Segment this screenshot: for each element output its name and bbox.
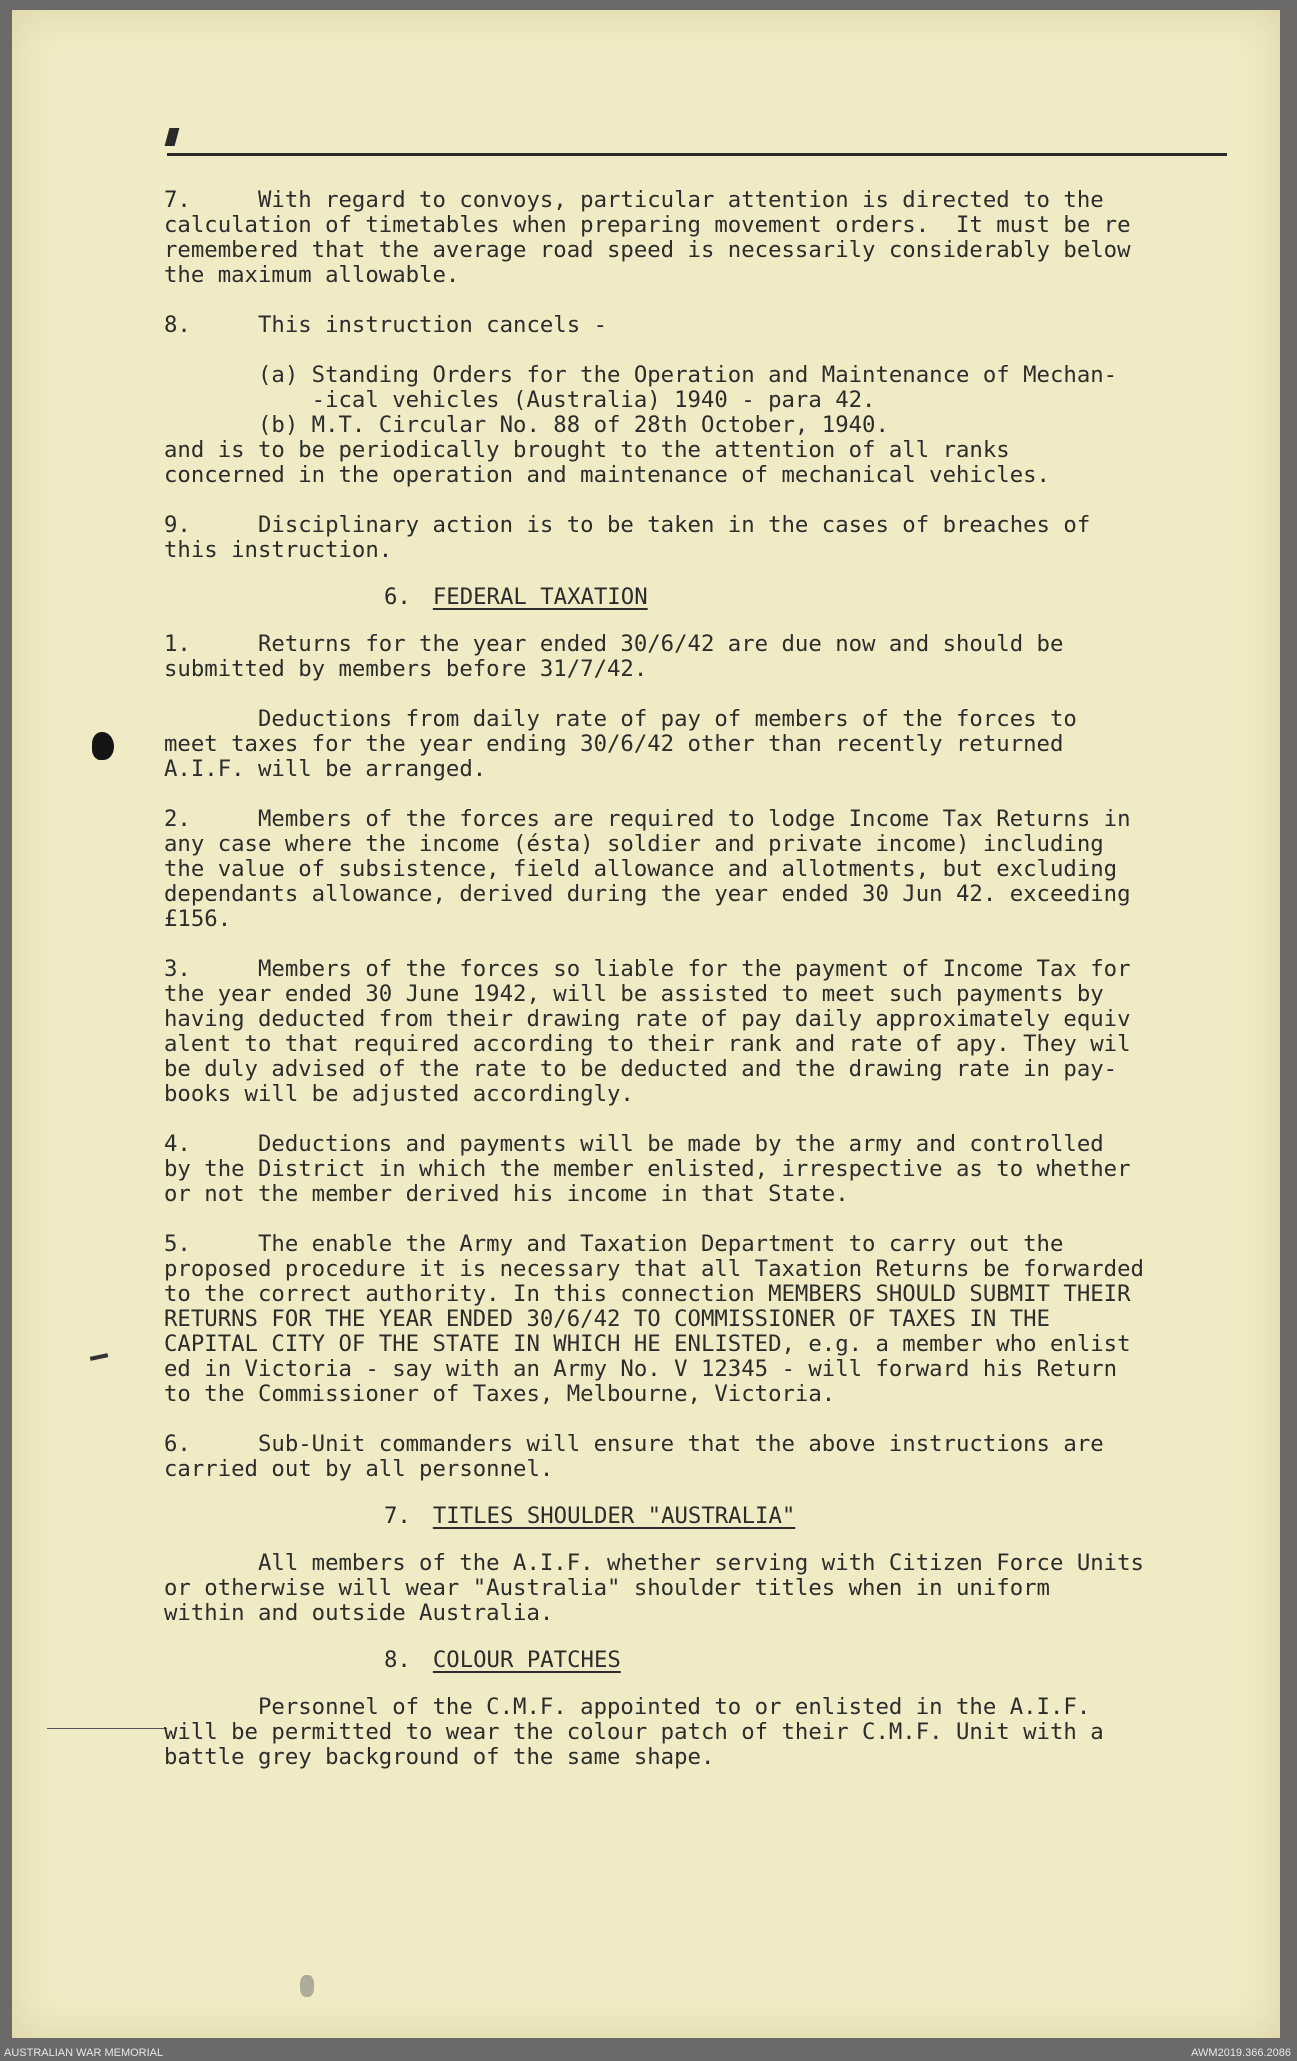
text-line: 9. Disciplinary action is to be taken in the cases of breaches of: [164, 512, 1091, 538]
tax-paragraph-6: [164, 1432, 1244, 1482]
paragraph-7: [164, 188, 1244, 288]
footer-source-label: AUSTRALIAN WAR MEMORIAL: [4, 2047, 164, 2059]
text-line: Deductions from daily rate of pay of members of the forces to: [164, 706, 1077, 732]
text-line: or otherwise will wear "Australia" shoulder titles when in uniform: [164, 1575, 1050, 1601]
tax-paragraph-3: [164, 957, 1244, 1107]
text-line: Personnel of the C.M.F. appointed to or enlisted in the A.I.F.: [164, 1694, 1091, 1720]
text-line: 1. Returns for the year ended 30/6/42 are due now and should be: [164, 631, 1064, 657]
text-line: A.I.F. will be arranged.: [164, 756, 487, 782]
text-line: will be permitted to wear the colour patch of their C.M.F. Unit with a: [164, 1719, 1104, 1745]
text-line: (a) Standing Orders for the Operation and Maintenance of Mechan-: [164, 362, 1118, 388]
tax-paragraph-5: [164, 1232, 1244, 1407]
pencil-line: [47, 1728, 167, 1729]
tax-paragraph-2: [164, 807, 1244, 932]
text-line: 6. Sub-Unit commanders will ensure that the above instructions are: [164, 1431, 1104, 1457]
text-line: proposed procedure it is necessary that all Taxation Returns be forwarded: [164, 1256, 1144, 1282]
text-line: (b) M.T. Circular No. 88 of 28th October, 1940.: [164, 412, 889, 438]
text-line: the year ended 30 June 1942, will be assisted to meet such payments by: [164, 981, 1104, 1007]
text-line: and is to be periodically brought to the attention of all ranks: [164, 437, 1010, 463]
text-line: concerned in the operation and maintenance of mechanical vehicles.: [164, 462, 1050, 488]
document-body: [164, 188, 1244, 1770]
text-line: £156.: [164, 906, 232, 932]
text-line: battle grey background of the same shape.: [164, 1744, 715, 1770]
section-heading-colour-patches: 8. COLOUR PATCHES: [384, 1647, 621, 1673]
tax-paragraph-1b: [164, 707, 1244, 782]
text-line: dependants allowance, derived during the year ended 30 Jun 42. exceeding: [164, 881, 1131, 907]
section-heading-titles-shoulder: 7. TITLES SHOULDER "AUSTRALIA": [384, 1503, 796, 1529]
paragraph-9: [164, 513, 1244, 563]
text-line: the value of subsistence, field allowance and allotments, but excluding: [164, 856, 1118, 882]
text-line: -ical vehicles (Australia) 1940 - para 42.: [164, 387, 876, 413]
text-line: within and outside Australia.: [164, 1600, 554, 1626]
paragraph-8: [164, 313, 1244, 488]
text-line: to the Commissioner of Taxes, Melbourne, Victoria.: [164, 1381, 836, 1407]
text-line: books will be adjusted accordingly.: [164, 1081, 634, 1107]
text-line: RETURNS FOR THE YEAR ENDED 30/6/42 TO COMMISSIONER OF TAXES IN THE: [164, 1306, 1050, 1332]
tax-paragraph-4: [164, 1132, 1244, 1207]
text-line: carried out by all personnel.: [164, 1456, 554, 1482]
text-line: All members of the A.I.F. whether serving with Citizen Force Units: [164, 1550, 1144, 1576]
text-line: [164, 338, 1244, 363]
header-rule: [167, 153, 1227, 156]
ink-mark: [90, 1353, 108, 1361]
footer-reference-number: AWM2019.366.2086: [1191, 2047, 1291, 2059]
tax-paragraph-1: [164, 632, 1244, 682]
colour-paragraph: [164, 1695, 1244, 1770]
text-line: the maximum allowable.: [164, 262, 460, 288]
text-line: meet taxes for the year ending 30/6/42 other than recently returned: [164, 731, 1064, 757]
smudge: [300, 1975, 314, 1997]
text-line: 7. With regard to convoys, particular attention is directed to the: [164, 187, 1104, 213]
titles-paragraph: [164, 1551, 1244, 1626]
text-line: 4. Deductions and payments will be made by the army and controlled: [164, 1131, 1104, 1157]
text-line: or not the member derived his income in that State.: [164, 1181, 849, 1207]
section-heading-federal-taxation: 6. FEDERAL TAXATION: [384, 584, 648, 610]
page-mark: [165, 128, 180, 146]
text-line: alent to that required according to their rank and rate of apy. They wil: [164, 1031, 1131, 1057]
text-line: calculation of timetables when preparing movement orders. It must be re: [164, 212, 1131, 238]
text-line: any case where the income (ésta) soldier and private income) including: [164, 831, 1104, 857]
text-line: 5. The enable the Army and Taxation Department to carry out the: [164, 1231, 1064, 1257]
text-line: 3. Members of the forces so liable for the payment of Income Tax for: [164, 956, 1131, 982]
ink-blot: [92, 732, 114, 760]
text-line: 8. This instruction cancels -: [164, 312, 607, 338]
text-line: remembered that the average road speed is necessarily considerably below: [164, 237, 1131, 263]
text-line: ed in Victoria - say with an Army No. V 12345 - will forward his Return: [164, 1356, 1118, 1382]
text-line: CAPITAL CITY OF THE STATE IN WHICH HE ENLISTED, e.g. a member who enlist: [164, 1331, 1131, 1357]
text-line: having deducted from their drawing rate of pay daily approximately equiv: [164, 1006, 1131, 1032]
text-line: be duly advised of the rate to be deducted and the drawing rate in pay-: [164, 1056, 1118, 1082]
text-line: to the correct authority. In this connection MEMBERS SHOULD SUBMIT THEIR: [164, 1281, 1131, 1307]
document-page: [12, 10, 1280, 2038]
text-line: by the District in which the member enlisted, irrespective as to whether: [164, 1156, 1131, 1182]
text-line: this instruction.: [164, 537, 393, 563]
text-line: 2. Members of the forces are required to lodge Income Tax Returns in: [164, 806, 1131, 832]
text-line: submitted by members before 31/7/42.: [164, 656, 648, 682]
